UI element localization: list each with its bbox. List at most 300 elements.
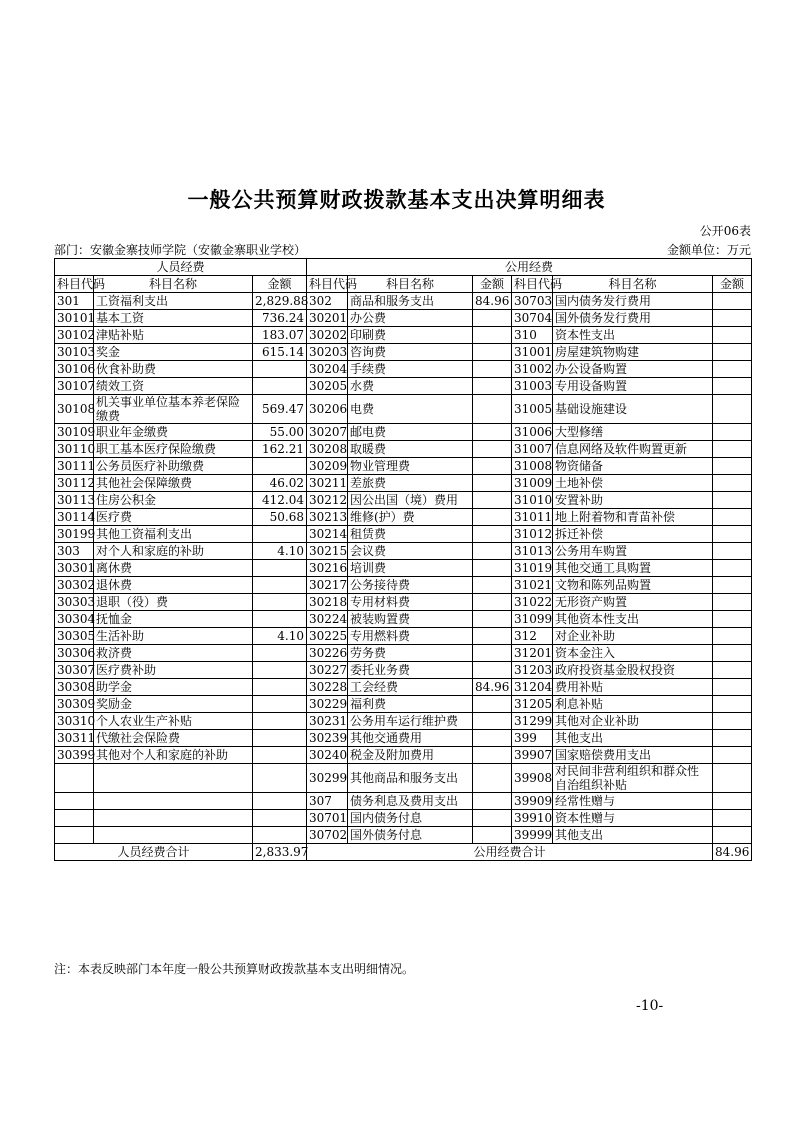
name-cell: 差旅费 bbox=[348, 475, 473, 492]
expenditure-table bbox=[54, 258, 752, 861]
name-cell: 基础设施建设 bbox=[553, 395, 713, 424]
code-cell: 31022 bbox=[512, 594, 553, 611]
amount-cell bbox=[473, 509, 512, 526]
amount-cell bbox=[713, 395, 752, 424]
code-cell: 31201 bbox=[512, 645, 553, 662]
amount-header: 金额 bbox=[713, 276, 752, 293]
amount-cell: 46.02 bbox=[253, 475, 307, 492]
amount-cell bbox=[253, 645, 307, 662]
amount-cell bbox=[473, 458, 512, 475]
name-cell: 维修(护）费 bbox=[348, 509, 473, 526]
amount-cell bbox=[713, 526, 752, 543]
table-row bbox=[55, 810, 752, 827]
form-number: 公开06表 bbox=[699, 224, 751, 238]
column-header-row bbox=[55, 276, 752, 293]
code-cell: 31005 bbox=[512, 395, 553, 424]
table-row bbox=[55, 475, 752, 492]
name-cell: 国家赔偿费用支出 bbox=[553, 747, 713, 764]
amount-cell bbox=[253, 577, 307, 594]
code-cell: 31002 bbox=[512, 361, 553, 378]
name-cell: 取暖费 bbox=[348, 441, 473, 458]
amount-cell: 4.10 bbox=[253, 628, 307, 645]
department-label: 部门：安徽金寨技师学院（安徽金寨职业学校） bbox=[54, 243, 307, 257]
code-cell: 31099 bbox=[512, 611, 553, 628]
code-cell: 30111 bbox=[55, 458, 94, 475]
code-cell: 301 bbox=[55, 293, 94, 310]
code-cell: 30702 bbox=[307, 827, 348, 844]
name-cell: 邮电费 bbox=[348, 424, 473, 441]
name-cell: 税金及附加费用 bbox=[348, 747, 473, 764]
table-row bbox=[55, 560, 752, 577]
code-cell: 31203 bbox=[512, 662, 553, 679]
code-cell: 30199 bbox=[55, 526, 94, 543]
name-cell: 因公出国（境）费用 bbox=[348, 492, 473, 509]
code-cell bbox=[55, 764, 94, 793]
amount-cell bbox=[713, 645, 752, 662]
code-cell: 31299 bbox=[512, 713, 553, 730]
name-cell: 培训费 bbox=[348, 560, 473, 577]
name-header: 科目名称 bbox=[94, 276, 253, 293]
code-cell: 30231 bbox=[307, 713, 348, 730]
code-cell: 30308 bbox=[55, 679, 94, 696]
amount-cell bbox=[713, 509, 752, 526]
name-cell: 助学金 bbox=[94, 679, 253, 696]
name-cell: 对企业补助 bbox=[553, 628, 713, 645]
amount-cell bbox=[713, 361, 752, 378]
amount-cell bbox=[473, 696, 512, 713]
code-cell: 30229 bbox=[307, 696, 348, 713]
code-cell: 39910 bbox=[512, 810, 553, 827]
code-cell: 303 bbox=[55, 543, 94, 560]
name-cell: 奖励金 bbox=[94, 696, 253, 713]
table-row bbox=[55, 679, 752, 696]
amount-cell bbox=[713, 441, 752, 458]
amount-cell bbox=[473, 645, 512, 662]
amount-cell bbox=[713, 458, 752, 475]
amount-cell bbox=[713, 764, 752, 793]
code-cell: 310 bbox=[512, 327, 553, 344]
amount-cell bbox=[473, 560, 512, 577]
name-cell: 其他交通费用 bbox=[348, 730, 473, 747]
name-cell: 机关事业单位基本养老保险缴费 bbox=[94, 395, 253, 424]
name-cell: 医疗费 bbox=[94, 509, 253, 526]
code-cell: 30311 bbox=[55, 730, 94, 747]
name-cell: 职业年金缴费 bbox=[94, 424, 253, 441]
code-cell: 30203 bbox=[307, 344, 348, 361]
name-cell: 国外债务付息 bbox=[348, 827, 473, 844]
table-row bbox=[55, 764, 752, 793]
amount-cell bbox=[713, 543, 752, 560]
code-cell: 30202 bbox=[307, 327, 348, 344]
name-cell: 国内债务发行费用 bbox=[553, 293, 713, 310]
name-cell: 对个人和家庭的补助 bbox=[94, 543, 253, 560]
public-group-header: 公用经费 bbox=[307, 259, 752, 276]
amount-header: 金额 bbox=[473, 276, 512, 293]
name-cell: 电费 bbox=[348, 395, 473, 424]
name-cell: 公务接待费 bbox=[348, 577, 473, 594]
name-cell: 债务利息及费用支出 bbox=[348, 793, 473, 810]
group-header-row bbox=[55, 259, 752, 276]
name-cell: 拆迁补偿 bbox=[553, 526, 713, 543]
amount-cell bbox=[713, 327, 752, 344]
code-cell: 30214 bbox=[307, 526, 348, 543]
name-cell: 对民间非营利组织和群众性自治组织补贴 bbox=[553, 764, 713, 793]
code-cell: 30207 bbox=[307, 424, 348, 441]
code-cell: 30307 bbox=[55, 662, 94, 679]
name-cell: 退职（役）费 bbox=[94, 594, 253, 611]
amount-cell: 4.10 bbox=[253, 543, 307, 560]
amount-cell bbox=[253, 810, 307, 827]
amount-cell: 50.68 bbox=[253, 509, 307, 526]
name-cell: 其他社会保障缴费 bbox=[94, 475, 253, 492]
code-cell: 31021 bbox=[512, 577, 553, 594]
page-title: 一般公共预算财政拨款基本支出决算明细表 bbox=[187, 187, 606, 212]
name-header: 科目名称 bbox=[553, 276, 713, 293]
table-row bbox=[55, 645, 752, 662]
amount-cell bbox=[713, 475, 752, 492]
name-cell: 无形资产购置 bbox=[553, 594, 713, 611]
name-cell: 专用燃料费 bbox=[348, 628, 473, 645]
code-cell: 30201 bbox=[307, 310, 348, 327]
name-cell: 医疗费补助 bbox=[94, 662, 253, 679]
amount-cell bbox=[473, 662, 512, 679]
code-cell: 30228 bbox=[307, 679, 348, 696]
amount-header: 金额 bbox=[253, 276, 307, 293]
table-row bbox=[55, 628, 752, 645]
table-row bbox=[55, 543, 752, 560]
amount-cell: 84.96 bbox=[473, 679, 512, 696]
table-row bbox=[55, 492, 752, 509]
code-cell: 30206 bbox=[307, 395, 348, 424]
code-cell: 30227 bbox=[307, 662, 348, 679]
code-cell: 30213 bbox=[307, 509, 348, 526]
name-cell: 利息补贴 bbox=[553, 696, 713, 713]
personnel-group-header: 人员经费 bbox=[55, 259, 307, 276]
name-header: 科目名称 bbox=[348, 276, 473, 293]
amount-cell: 569.47 bbox=[253, 395, 307, 424]
table-row bbox=[55, 424, 752, 441]
code-cell: 39999 bbox=[512, 827, 553, 844]
name-cell: 其他资本性支出 bbox=[553, 611, 713, 628]
public-total-amount: 84.96 bbox=[713, 844, 752, 861]
amount-cell bbox=[253, 560, 307, 577]
code-cell: 30226 bbox=[307, 645, 348, 662]
name-cell: 个人农业生产补贴 bbox=[94, 713, 253, 730]
name-cell: 代缴社会保险费 bbox=[94, 730, 253, 747]
name-cell: 租赁费 bbox=[348, 526, 473, 543]
code-cell: 30304 bbox=[55, 611, 94, 628]
name-cell: 伙食补助费 bbox=[94, 361, 253, 378]
code-cell: 30217 bbox=[307, 577, 348, 594]
table-row bbox=[55, 827, 752, 844]
name-cell: 水费 bbox=[348, 378, 473, 395]
code-cell: 30101 bbox=[55, 310, 94, 327]
code-cell: 30102 bbox=[55, 327, 94, 344]
amount-cell bbox=[473, 424, 512, 441]
table-note: 注：本表反映部门本年度一般公共预算财政拨款基本支出明细情况。 bbox=[54, 962, 415, 976]
amount-cell bbox=[473, 730, 512, 747]
code-cell: 30302 bbox=[55, 577, 94, 594]
table-row bbox=[55, 730, 752, 747]
amount-cell bbox=[253, 696, 307, 713]
amount-cell bbox=[713, 793, 752, 810]
amount-cell bbox=[473, 713, 512, 730]
amount-cell bbox=[473, 327, 512, 344]
code-cell: 30299 bbox=[307, 764, 348, 793]
name-cell: 专用材料费 bbox=[348, 594, 473, 611]
name-cell: 安置补助 bbox=[553, 492, 713, 509]
code-cell: 30114 bbox=[55, 509, 94, 526]
table-row bbox=[55, 594, 752, 611]
code-cell: 31009 bbox=[512, 475, 553, 492]
name-cell: 生活补助 bbox=[94, 628, 253, 645]
name-cell: 办公费 bbox=[348, 310, 473, 327]
code-cell: 30303 bbox=[55, 594, 94, 611]
name-cell: 职工基本医疗保险缴费 bbox=[94, 441, 253, 458]
amount-cell bbox=[473, 793, 512, 810]
code-cell: 30309 bbox=[55, 696, 94, 713]
name-cell: 印刷费 bbox=[348, 327, 473, 344]
name-cell: 救济费 bbox=[94, 645, 253, 662]
total-row bbox=[55, 844, 752, 861]
code-cell: 30110 bbox=[55, 441, 94, 458]
amount-cell bbox=[473, 526, 512, 543]
code-cell: 39908 bbox=[512, 764, 553, 793]
table-row bbox=[55, 577, 752, 594]
code-cell: 30224 bbox=[307, 611, 348, 628]
name-cell: 抚恤金 bbox=[94, 611, 253, 628]
code-header: 科目代码 bbox=[307, 276, 348, 293]
table-row bbox=[55, 327, 752, 344]
personnel-total-amount: 2,833.97 bbox=[253, 844, 307, 861]
code-cell: 30112 bbox=[55, 475, 94, 492]
amount-cell: 736.24 bbox=[253, 310, 307, 327]
code-cell: 30305 bbox=[55, 628, 94, 645]
name-cell: 经常性赠与 bbox=[553, 793, 713, 810]
name-cell: 其他对个人和家庭的补助 bbox=[94, 747, 253, 764]
name-cell: 福利费 bbox=[348, 696, 473, 713]
amount-cell bbox=[253, 594, 307, 611]
personnel-total-label: 人员经费合计 bbox=[55, 844, 253, 861]
table-row bbox=[55, 310, 752, 327]
table-row bbox=[55, 293, 752, 310]
name-cell: 物业管理费 bbox=[348, 458, 473, 475]
amount-cell bbox=[253, 662, 307, 679]
name-cell: 其他商品和服务支出 bbox=[348, 764, 473, 793]
name-cell: 住房公积金 bbox=[94, 492, 253, 509]
code-cell: 31006 bbox=[512, 424, 553, 441]
amount-cell bbox=[473, 475, 512, 492]
amount-cell bbox=[473, 810, 512, 827]
code-cell: 30701 bbox=[307, 810, 348, 827]
amount-cell bbox=[473, 361, 512, 378]
amount-cell: 84.96 bbox=[473, 293, 512, 310]
name-cell: 资本性支出 bbox=[553, 327, 713, 344]
code-cell: 30209 bbox=[307, 458, 348, 475]
table-row bbox=[55, 526, 752, 543]
name-cell: 政府投资基金股权投资 bbox=[553, 662, 713, 679]
table-row bbox=[55, 662, 752, 679]
amount-cell bbox=[253, 747, 307, 764]
code-cell: 30240 bbox=[307, 747, 348, 764]
code-cell: 30103 bbox=[55, 344, 94, 361]
public-total-label: 公用经费合计 bbox=[307, 844, 713, 861]
amount-cell bbox=[473, 492, 512, 509]
amount-cell bbox=[713, 679, 752, 696]
amount-cell bbox=[713, 827, 752, 844]
amount-cell bbox=[473, 310, 512, 327]
table-row bbox=[55, 793, 752, 810]
name-cell: 其他工资福利支出 bbox=[94, 526, 253, 543]
amount-cell bbox=[473, 611, 512, 628]
name-cell: 土地补偿 bbox=[553, 475, 713, 492]
amount-cell bbox=[473, 628, 512, 645]
name-cell bbox=[94, 810, 253, 827]
code-cell: 31013 bbox=[512, 543, 553, 560]
amount-cell: 183.07 bbox=[253, 327, 307, 344]
amount-cell bbox=[713, 747, 752, 764]
amount-cell bbox=[713, 611, 752, 628]
code-cell: 31204 bbox=[512, 679, 553, 696]
table-row bbox=[55, 509, 752, 526]
amount-cell bbox=[253, 378, 307, 395]
name-cell: 国外债务发行费用 bbox=[553, 310, 713, 327]
code-cell: 30301 bbox=[55, 560, 94, 577]
code-cell: 30215 bbox=[307, 543, 348, 560]
name-cell bbox=[94, 764, 253, 793]
name-cell: 费用补贴 bbox=[553, 679, 713, 696]
code-cell: 31205 bbox=[512, 696, 553, 713]
amount-cell bbox=[713, 730, 752, 747]
amount-cell bbox=[253, 611, 307, 628]
code-cell: 39909 bbox=[512, 793, 553, 810]
code-cell bbox=[55, 793, 94, 810]
code-cell bbox=[55, 810, 94, 827]
code-cell: 30204 bbox=[307, 361, 348, 378]
amount-cell bbox=[473, 441, 512, 458]
code-cell bbox=[55, 827, 94, 844]
amount-cell: 615.14 bbox=[253, 344, 307, 361]
amount-cell bbox=[713, 310, 752, 327]
code-cell: 30109 bbox=[55, 424, 94, 441]
page-number: -10- bbox=[636, 998, 664, 1014]
name-cell: 专用设备购置 bbox=[553, 378, 713, 395]
amount-cell bbox=[473, 764, 512, 793]
amount-cell bbox=[713, 628, 752, 645]
code-cell: 30108 bbox=[55, 395, 94, 424]
name-cell: 资本金注入 bbox=[553, 645, 713, 662]
amount-cell bbox=[713, 293, 752, 310]
table-row bbox=[55, 344, 752, 361]
amount-cell bbox=[253, 764, 307, 793]
name-cell: 手续费 bbox=[348, 361, 473, 378]
amount-cell bbox=[473, 747, 512, 764]
amount-cell: 55.00 bbox=[253, 424, 307, 441]
name-cell: 房屋建筑物购建 bbox=[553, 344, 713, 361]
name-cell: 公务员医疗补助缴费 bbox=[94, 458, 253, 475]
amount-cell bbox=[713, 378, 752, 395]
name-cell: 地上附着物和青苗补偿 bbox=[553, 509, 713, 526]
amount-cell bbox=[473, 577, 512, 594]
name-cell: 退休费 bbox=[94, 577, 253, 594]
amount-cell bbox=[253, 730, 307, 747]
code-cell: 307 bbox=[307, 793, 348, 810]
amount-cell bbox=[253, 793, 307, 810]
code-cell: 30703 bbox=[512, 293, 553, 310]
name-cell: 其他支出 bbox=[553, 730, 713, 747]
code-cell: 30205 bbox=[307, 378, 348, 395]
amount-cell bbox=[253, 458, 307, 475]
code-cell: 30211 bbox=[307, 475, 348, 492]
amount-cell bbox=[713, 344, 752, 361]
name-cell: 会议费 bbox=[348, 543, 473, 560]
unit-label: 金额单位：万元 bbox=[666, 243, 751, 257]
code-cell: 30218 bbox=[307, 594, 348, 611]
amount-cell bbox=[713, 662, 752, 679]
amount-cell bbox=[473, 344, 512, 361]
amount-cell bbox=[713, 492, 752, 509]
code-cell: 31019 bbox=[512, 560, 553, 577]
name-cell: 大型修缮 bbox=[553, 424, 713, 441]
code-cell: 30212 bbox=[307, 492, 348, 509]
amount-cell: 162.21 bbox=[253, 441, 307, 458]
table-row bbox=[55, 441, 752, 458]
table-row bbox=[55, 361, 752, 378]
name-cell: 其他对企业补助 bbox=[553, 713, 713, 730]
code-cell: 31011 bbox=[512, 509, 553, 526]
code-cell: 31003 bbox=[512, 378, 553, 395]
name-cell: 被装购置费 bbox=[348, 611, 473, 628]
code-cell: 30239 bbox=[307, 730, 348, 747]
code-cell: 30225 bbox=[307, 628, 348, 645]
code-cell: 399 bbox=[512, 730, 553, 747]
amount-cell bbox=[253, 679, 307, 696]
name-cell bbox=[94, 827, 253, 844]
code-header: 科目代码 bbox=[512, 276, 553, 293]
table-row bbox=[55, 458, 752, 475]
amount-cell bbox=[473, 827, 512, 844]
name-cell: 咨询费 bbox=[348, 344, 473, 361]
code-cell: 30310 bbox=[55, 713, 94, 730]
name-cell: 奖金 bbox=[94, 344, 253, 361]
code-cell: 31012 bbox=[512, 526, 553, 543]
code-cell: 31007 bbox=[512, 441, 553, 458]
amount-cell bbox=[253, 526, 307, 543]
name-cell: 资本性赠与 bbox=[553, 810, 713, 827]
name-cell: 商品和服务支出 bbox=[348, 293, 473, 310]
table-row bbox=[55, 611, 752, 628]
amount-cell bbox=[713, 594, 752, 611]
amount-cell bbox=[473, 594, 512, 611]
code-cell: 31008 bbox=[512, 458, 553, 475]
code-cell: 30113 bbox=[55, 492, 94, 509]
amount-cell bbox=[713, 424, 752, 441]
amount-cell bbox=[473, 395, 512, 424]
code-cell: 30106 bbox=[55, 361, 94, 378]
amount-cell bbox=[253, 827, 307, 844]
amount-cell bbox=[473, 378, 512, 395]
name-cell: 离休费 bbox=[94, 560, 253, 577]
name-cell: 公务用车购置 bbox=[553, 543, 713, 560]
amount-cell bbox=[253, 713, 307, 730]
code-cell: 30704 bbox=[512, 310, 553, 327]
amount-cell bbox=[713, 696, 752, 713]
code-cell: 31010 bbox=[512, 492, 553, 509]
amount-cell bbox=[473, 543, 512, 560]
code-cell: 30216 bbox=[307, 560, 348, 577]
code-cell: 312 bbox=[512, 628, 553, 645]
code-cell: 39907 bbox=[512, 747, 553, 764]
